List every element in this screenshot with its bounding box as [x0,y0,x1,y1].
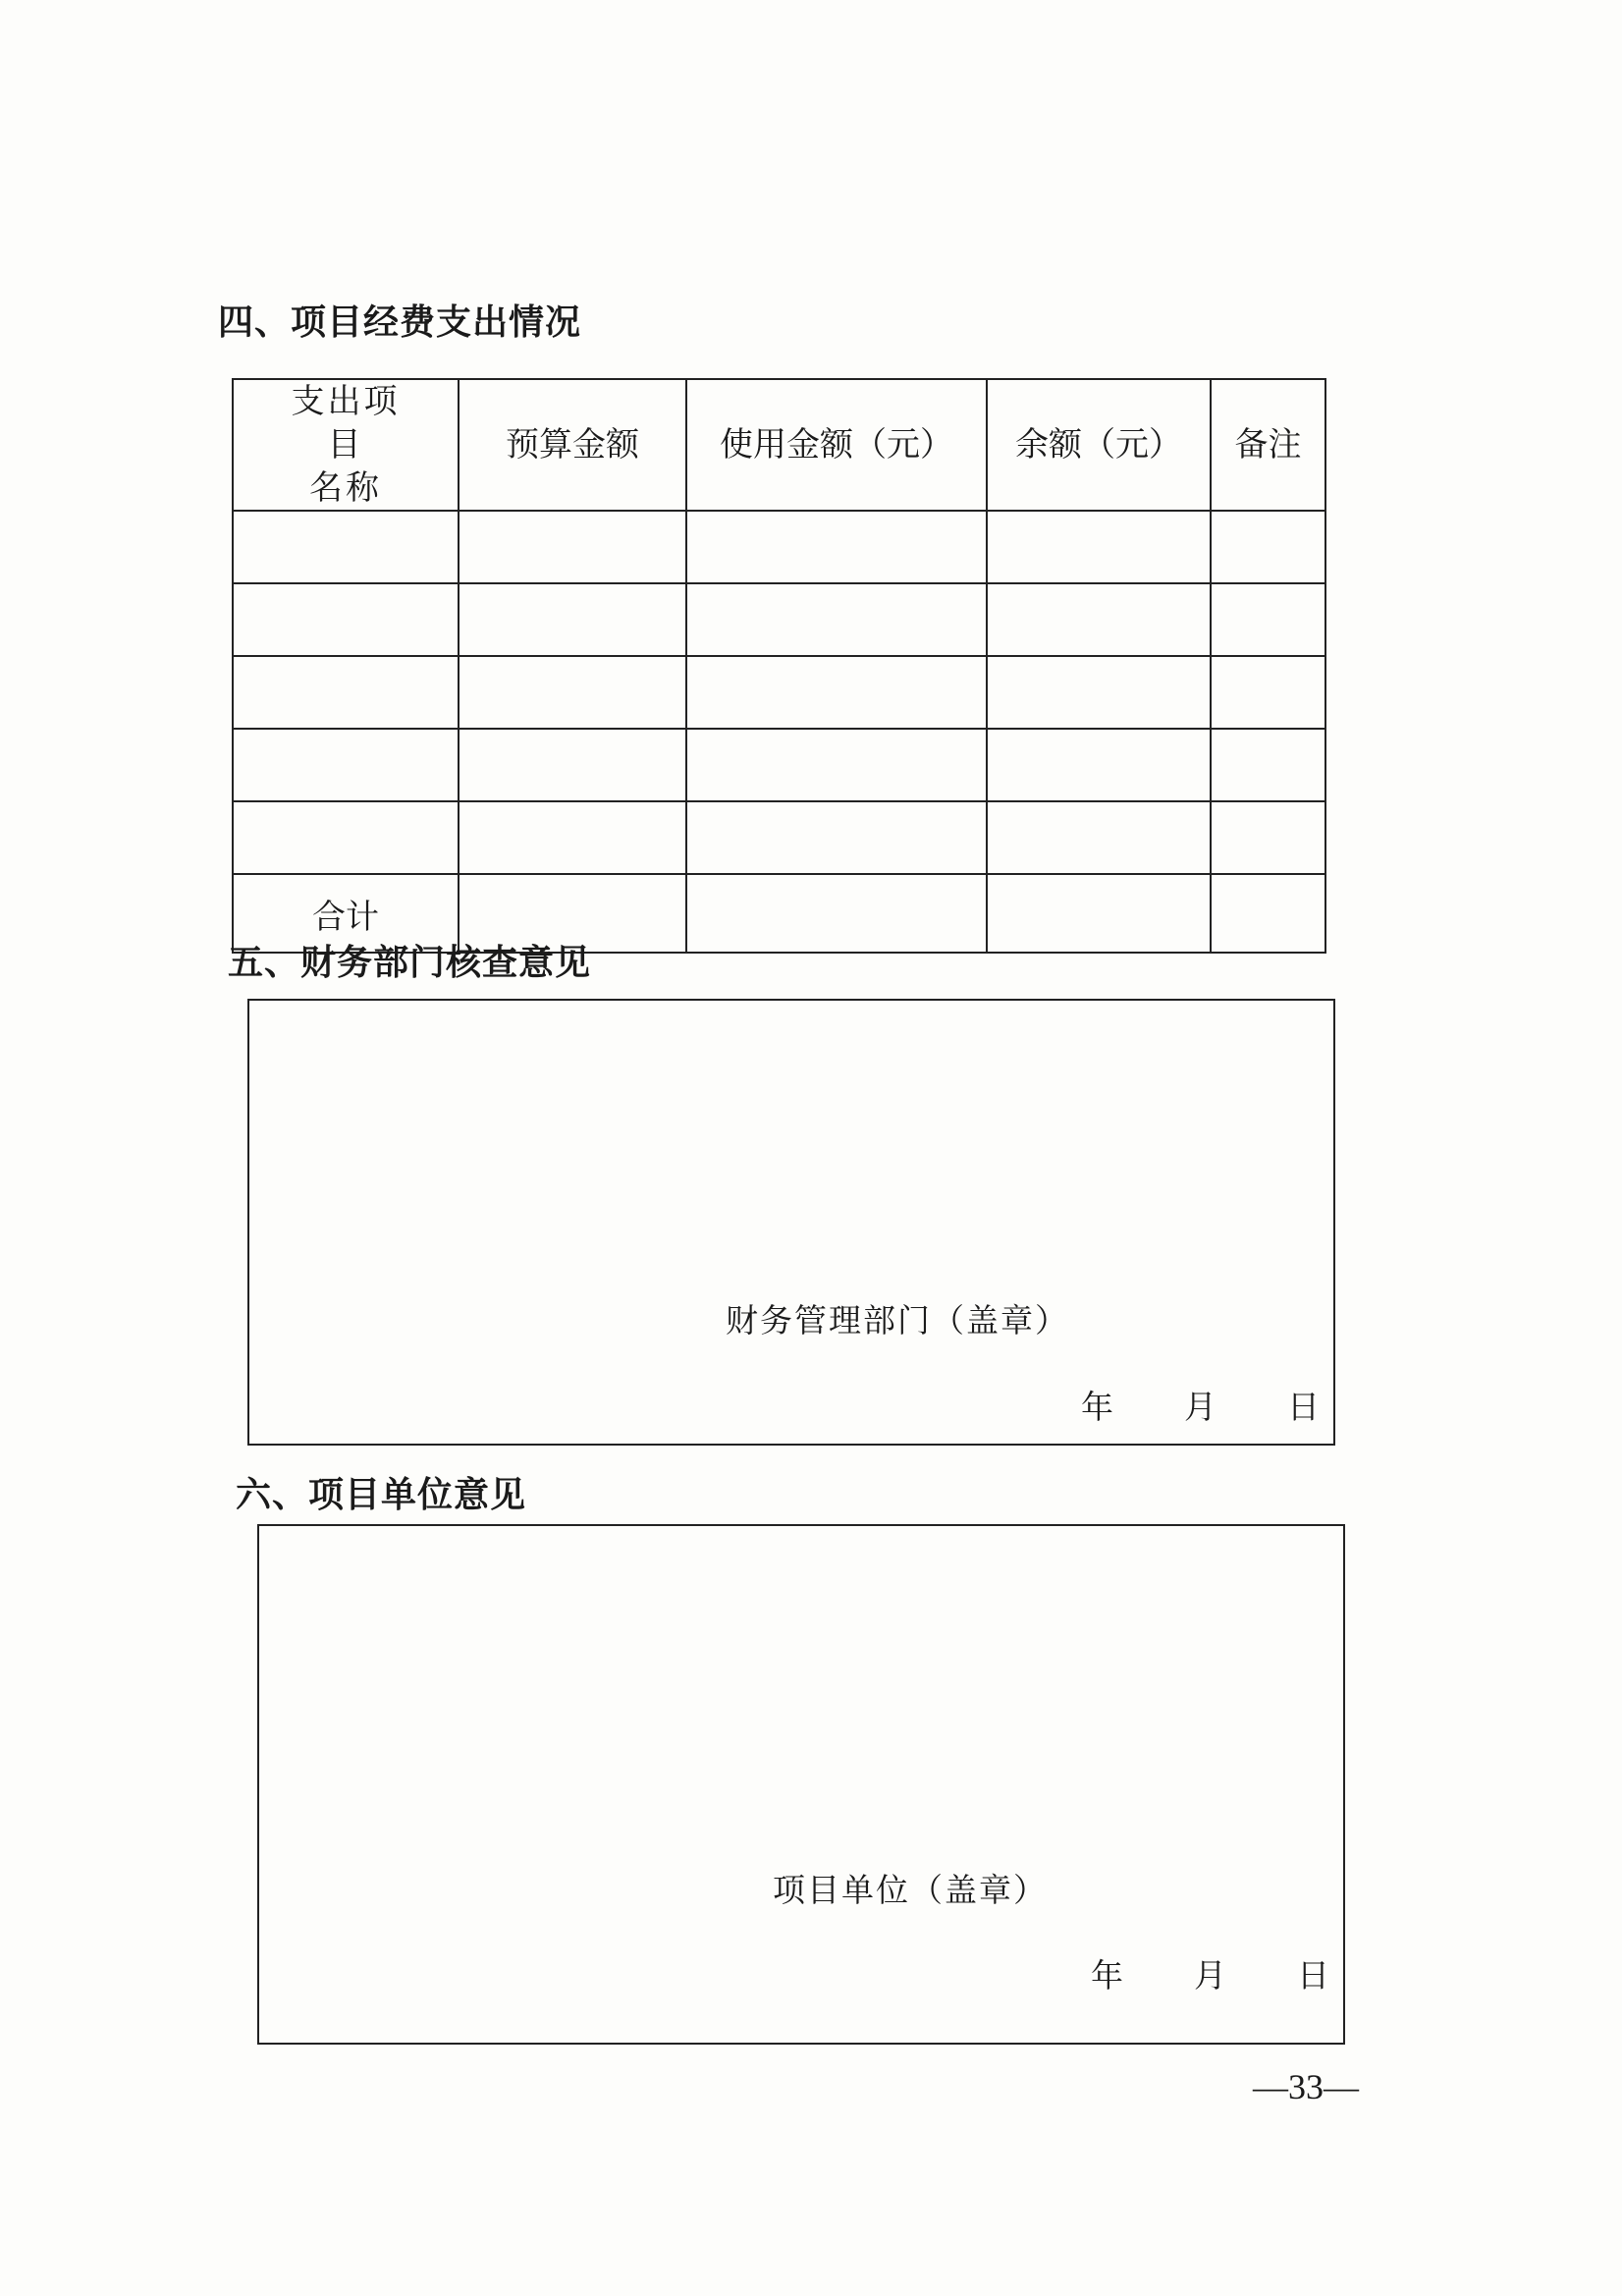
finance-seal-label: 财务管理部门（盖章） [726,1301,1069,1339]
date-year: 年 [1091,1956,1123,1995]
total-used-amount[interactable] [686,874,987,953]
cell-balance[interactable] [987,656,1211,729]
cell-remark[interactable] [1211,583,1325,656]
cell-budget[interactable] [459,656,686,729]
expense-table [232,378,1326,954]
unit-opinion-heading: 六、项目单位意见 [236,1475,527,1515]
cell-item-name[interactable] [233,729,459,801]
table-row [233,801,1325,874]
unit-seal-label: 项目单位（盖章） [773,1871,1048,1909]
date-year: 年 [1081,1388,1113,1426]
cell-remark[interactable] [1211,801,1325,874]
header-budget: 预算金额 [459,379,686,511]
page-number: —33— [1253,2067,1359,2106]
cell-balance[interactable] [987,511,1211,583]
table-row [233,729,1325,801]
cell-item-name[interactable] [233,511,459,583]
date-month: 月 [1194,1956,1226,1995]
cell-used-amount[interactable] [686,729,987,801]
total-balance[interactable] [987,874,1211,953]
cell-item-name[interactable] [233,656,459,729]
date-day: 日 [1287,1388,1320,1426]
cell-used-amount[interactable] [686,511,987,583]
cell-item-name[interactable] [233,801,459,874]
cell-budget[interactable] [459,801,686,874]
date-month: 月 [1184,1388,1216,1426]
header-item-name: 支出项目 名称 [233,379,459,511]
finance-date-line [1081,1382,1320,1428]
cell-balance[interactable] [987,729,1211,801]
cell-used-amount[interactable] [686,801,987,874]
unit-opinion-box[interactable] [257,1524,1345,2045]
cell-used-amount[interactable] [686,583,987,656]
cell-remark[interactable] [1211,656,1325,729]
cell-remark[interactable] [1211,511,1325,583]
cell-budget[interactable] [459,511,686,583]
date-day: 日 [1297,1956,1329,1995]
header-used-amount: 使用金额（元） [686,379,987,511]
cell-budget[interactable] [459,583,686,656]
total-remark[interactable] [1211,874,1325,953]
table-row [233,511,1325,583]
header-balance: 余额（元） [987,379,1211,511]
cell-item-name[interactable] [233,583,459,656]
table-row [233,583,1325,656]
unit-date-line [1091,1950,1329,1996]
expense-table-header-row [233,379,1325,511]
finance-review-box[interactable] [247,999,1335,1446]
cell-used-amount[interactable] [686,656,987,729]
table-row [233,656,1325,729]
finance-review-heading: 五、财务部门核查意见 [228,943,592,983]
total-label: 合计 [233,874,459,953]
expense-section-heading: 四、项目经费支出情况 [218,302,582,343]
cell-balance[interactable] [987,801,1211,874]
cell-remark[interactable] [1211,729,1325,801]
cell-balance[interactable] [987,583,1211,656]
cell-budget[interactable] [459,729,686,801]
header-remark: 备注 [1211,379,1325,511]
